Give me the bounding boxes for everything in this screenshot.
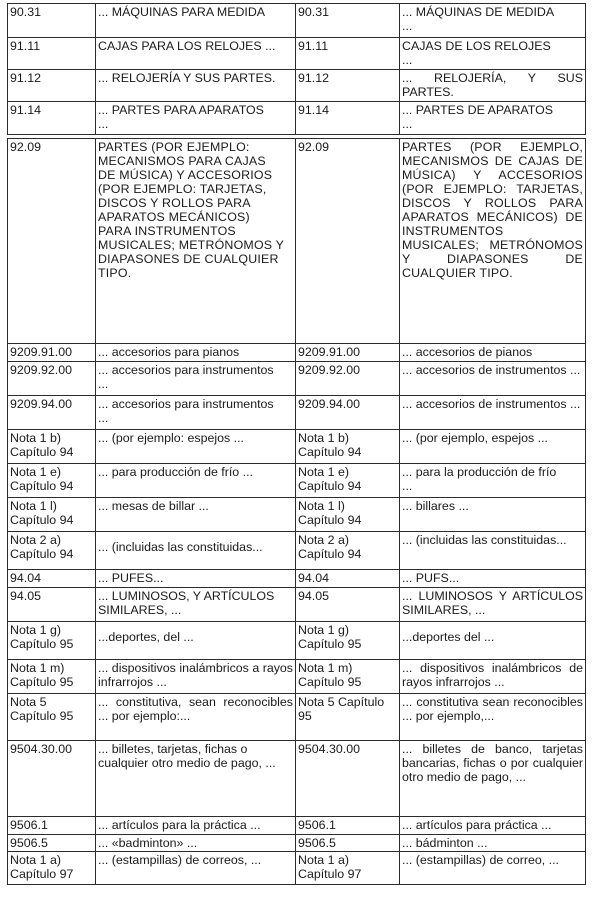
text-cell-left: ... (estampillas) de correos, ... — [96, 852, 296, 885]
code-cell-right: Nota 1 l) Capítulo 94 — [296, 498, 400, 532]
code-cell-left: 9209.91.00 — [8, 344, 96, 362]
code-cell-left: Nota 2 a) Capítulo 94 — [8, 532, 96, 570]
table-row — [8, 622, 586, 660]
text-cell-right: ...deportes del ... — [400, 622, 586, 660]
code-cell-left: 92.09 — [8, 139, 96, 344]
text-cell-right: ... MÁQUINAS DE MEDIDA ... — [400, 4, 586, 38]
code-cell-right: Nota 2 a) Capítulo 94 — [296, 532, 400, 570]
table-row — [8, 396, 586, 430]
code-cell-right: Nota 1 b) Capítulo 94 — [296, 430, 400, 464]
text-cell-right: CAJAS DE LOS RELOJES ... — [400, 38, 586, 70]
code-cell-left: 9506.1 — [8, 817, 96, 835]
table-row — [8, 532, 586, 570]
code-cell-left: 9209.92.00 — [8, 362, 96, 396]
code-cell-left: Nota 1 g) Capítulo 95 — [8, 622, 96, 660]
code-cell-right: 9209.92.00 — [296, 362, 400, 396]
text-cell-right: ... constitutiva sean reconocibles ... por ejemplo,... — [400, 694, 586, 741]
table-row — [8, 741, 586, 817]
code-cell-right: Nota 1 e) Capítulo 94 — [296, 464, 400, 498]
table-row — [8, 570, 586, 588]
text-cell-left: ... (incluidas las constituidas... — [96, 532, 296, 570]
text-cell-right: ... billetes de banco, tarjetas bancarias, fichas o por cualquier otro medio de pago, ... — [400, 741, 586, 817]
code-cell-left: Nota 1 l) Capítulo 94 — [8, 498, 96, 532]
table-row — [8, 38, 586, 70]
table-row — [8, 660, 586, 694]
table-row — [8, 817, 586, 835]
table-row — [8, 498, 586, 532]
text-cell-right: ... PARTES DE APARATOS ... — [400, 102, 586, 135]
code-cell-right: 90.31 — [296, 4, 400, 38]
code-cell-left: 91.11 — [8, 38, 96, 70]
code-cell-right: 9506.5 — [296, 835, 400, 852]
text-cell-left: ... constitutiva, sean reconocibles ... por ejemplo:... — [96, 694, 296, 741]
code-cell-left: 9209.94.00 — [8, 396, 96, 430]
text-cell-left: PARTES (POR EJEMPLO: MECANISMOS PARA CAJAS DE MÚSICA) Y ACCESORIOS (POR EJEMPLO: TARJETAS, DISCOS Y ROLLOS PARA APARATOS MECÁNICOS) PARA INSTRUMENTOS MUSICALES; METRÓNOMOS Y DIAPASONES DE CUALQUIER TIPO. — [96, 139, 296, 344]
table-row — [8, 70, 586, 102]
table-row — [8, 464, 586, 498]
table-row — [8, 139, 586, 344]
text-cell-right: ... accesorios de instrumentos ... — [400, 396, 586, 430]
text-cell-left: ... RELOJERÍA Y SUS PARTES. — [96, 70, 296, 102]
code-cell-right: Nota 1 a) Capítulo 97 — [296, 852, 400, 885]
code-cell-right: Nota 1 m) Capítulo 95 — [296, 660, 400, 694]
code-cell-left: 9504.30.00 — [8, 741, 96, 817]
text-cell-right: ... dispositivos inalámbricos de rayos infrarrojos ... — [400, 660, 586, 694]
code-cell-left: Nota 1 e) Capítulo 94 — [8, 464, 96, 498]
text-cell-right: ... para la producción de frío ... — [400, 464, 586, 498]
text-cell-right: ... artículos para práctica ... — [400, 817, 586, 835]
code-cell-right: Nota 5 Capítulo 95 — [296, 694, 400, 741]
table-row — [8, 4, 586, 38]
table-row — [8, 362, 586, 396]
text-cell-left: ... artículos para la práctica ... — [96, 817, 296, 835]
code-cell-right: 9506.1 — [296, 817, 400, 835]
text-cell-right: ... (incluidas las constituidas... — [400, 532, 586, 570]
tariff-comparison-table — [7, 3, 586, 885]
code-cell-right: 9504.30.00 — [296, 741, 400, 817]
code-cell-left: Nota 5 Capítulo 95 — [8, 694, 96, 741]
code-cell-left: 9506.5 — [8, 835, 96, 852]
text-cell-left: ... «badminton» ... — [96, 835, 296, 852]
code-cell-left: Nota 1 a) Capítulo 97 — [8, 852, 96, 885]
text-cell-right: ... billares ... — [400, 498, 586, 532]
text-cell-right: PARTES (POR EJEMPLO, MECANISMOS DE CAJAS DE MÚSICA) Y ACCESORIOS (POR EJEMPLO: TARJETAS, DISCOS Y ROLLOS PARA APARATOS MECÁNICOS) DE INSTRUMENTOS MUSICALES; METRÓNOMOS Y DIAPASONES DE CUALQUIER TIPO. — [400, 139, 586, 344]
text-cell-right: ... LUMINOSOS Y ARTÍCULOS SIMILARES, ... — [400, 588, 586, 622]
code-cell-right: 94.04 — [296, 570, 400, 588]
text-cell-left: ... LUMINOSOS, Y ARTÍCULOS SIMILARES, ... — [96, 588, 296, 622]
table-row — [8, 344, 586, 362]
text-cell-right: ... RELOJERÍA, Y SUS PARTES. — [400, 70, 586, 102]
code-cell-left: Nota 1 b) Capítulo 94 — [8, 430, 96, 464]
code-cell-left: 90.31 — [8, 4, 96, 38]
code-cell-left: 91.14 — [8, 102, 96, 135]
table-row — [8, 430, 586, 464]
text-cell-left: CAJAS PARA LOS RELOJES ... — [96, 38, 296, 70]
table-row — [8, 588, 586, 622]
text-cell-left: ... PUFES... — [96, 570, 296, 588]
table-row — [8, 835, 586, 852]
text-cell-left: ...deportes, del ... — [96, 622, 296, 660]
code-cell-left: 91.12 — [8, 70, 96, 102]
table-row — [8, 694, 586, 741]
text-cell-right: ... accesorios de pianos — [400, 344, 586, 362]
text-cell-left: ... billetes, tarjetas, fichas o cualquier otro medio de pago, ... — [96, 741, 296, 817]
code-cell-right: 92.09 — [296, 139, 400, 344]
text-cell-left: ... para producción de frío ... — [96, 464, 296, 498]
code-cell-right: 9209.91.00 — [296, 344, 400, 362]
text-cell-left: ... dispositivos inalámbricos a rayos infrarrojos ... — [96, 660, 296, 694]
code-cell-right: Nota 1 g) Capítulo 95 — [296, 622, 400, 660]
code-cell-right: 91.14 — [296, 102, 400, 135]
code-cell-left: 94.05 — [8, 588, 96, 622]
code-cell-left: Nota 1 m) Capítulo 95 — [8, 660, 96, 694]
code-cell-right: 91.12 — [296, 70, 400, 102]
text-cell-left: ... mesas de billar ... — [96, 498, 296, 532]
text-cell-right: ... PUFS... — [400, 570, 586, 588]
text-cell-right: ... (estampillas) de correo, ... — [400, 852, 586, 885]
text-cell-left: ... MÁQUINAS PARA MEDIDA — [96, 4, 296, 38]
text-cell-right: ... bádminton ... — [400, 835, 586, 852]
text-cell-left: ... accesorios para instrumentos ... — [96, 396, 296, 430]
text-cell-left: ... accesorios para instrumentos ... — [96, 362, 296, 396]
code-cell-right: 9209.94.00 — [296, 396, 400, 430]
text-cell-left: ... accesorios para pianos — [96, 344, 296, 362]
table-row — [8, 852, 586, 885]
text-cell-left: ... (por ejemplo: espejos ... — [96, 430, 296, 464]
code-cell-right: 91.11 — [296, 38, 400, 70]
text-cell-left: ... PARTES PARA APARATOS ... — [96, 102, 296, 135]
code-cell-left: 94.04 — [8, 570, 96, 588]
text-cell-right: ... (por ejemplo, espejos ... — [400, 430, 586, 464]
comparison-table-page — [7, 3, 585, 885]
text-cell-right: ... accesorios de instrumentos ... — [400, 362, 586, 396]
code-cell-right: 94.05 — [296, 588, 400, 622]
table-row — [8, 102, 586, 135]
